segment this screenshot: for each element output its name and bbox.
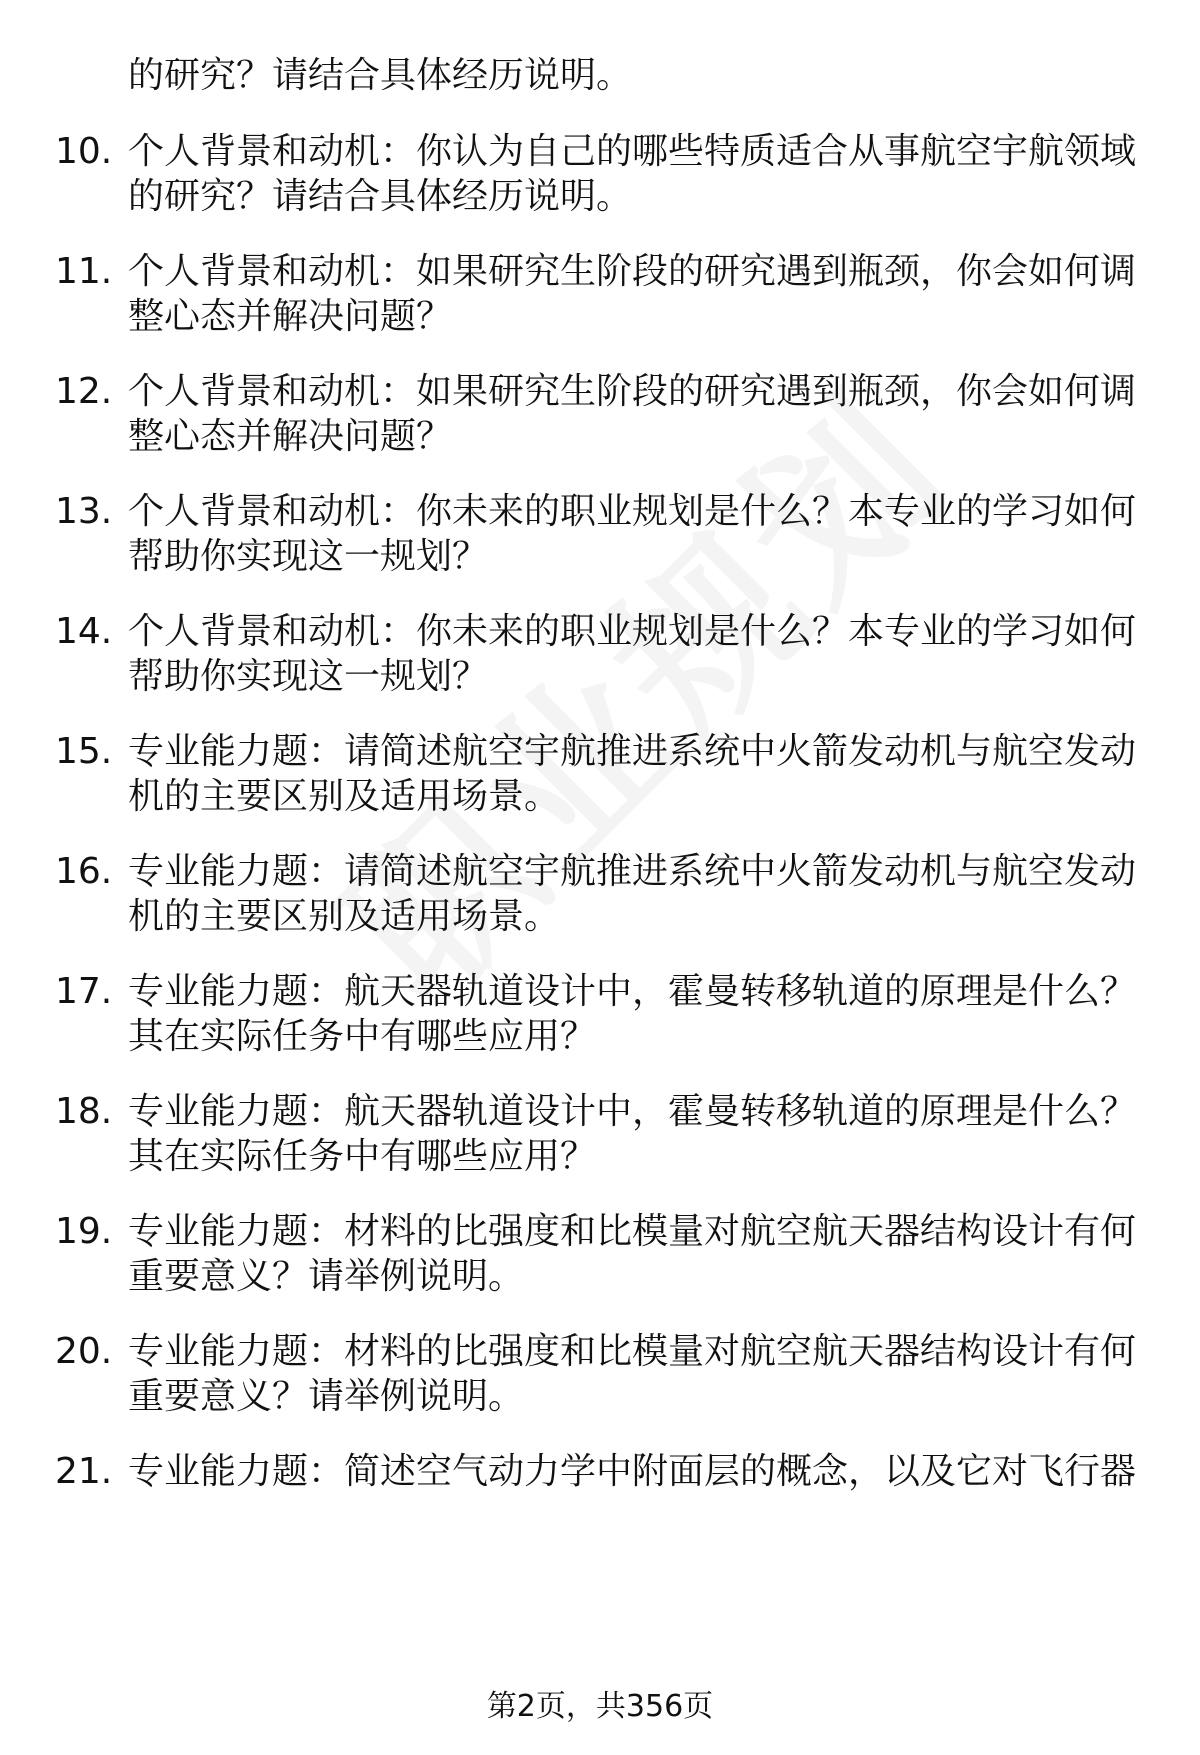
item-text-line2: 的研究？请结合具体经历说明。 [128, 176, 633, 217]
item-number: 19. [55, 1211, 113, 1252]
item-number: 10. [55, 131, 113, 172]
item-text-line1: 个人背景和动机：你未来的职业规划是什么？本专业的学习如何 [128, 611, 1137, 652]
item-text-line1: 专业能力题：简述空气动力学中附面层的概念，以及它对飞行器 [128, 1451, 1137, 1492]
item-text-line2: 重要意义？请举例说明。 [128, 1376, 525, 1417]
item-text-line1: 专业能力题：材料的比强度和比模量对航空航天器结构设计有何 [128, 1211, 1137, 1252]
item-number: 12. [55, 371, 113, 412]
item-text-line2: 整心态并解决问题？ [128, 416, 453, 457]
item-number: 21. [55, 1451, 113, 1492]
item-text-line2: 重要意义？请举例说明。 [128, 1256, 525, 1297]
item-text-line1: 个人背景和动机：你认为自己的哪些特质适合从事航空宇航领域 [128, 131, 1137, 172]
item-text-line1: 个人背景和动机：你未来的职业规划是什么？本专业的学习如何 [128, 491, 1137, 532]
item-text-line2: 机的主要区别及适用场景。 [128, 896, 561, 937]
item-number: 16. [55, 851, 113, 892]
item-number: 13. [55, 491, 113, 532]
item-text-line1: 专业能力题：请简述航空宇航推进系统中火箭发动机与航空发动 [128, 851, 1137, 892]
item-number: 18. [55, 1091, 113, 1132]
page-footer: 第2页，共356页 [486, 1689, 714, 1724]
item-text-line1: 专业能力题：航天器轨道设计中，霍曼转移轨道的原理是什么？ [128, 971, 1137, 1012]
item-number: 15. [55, 731, 113, 772]
item-number: 11. [55, 251, 113, 292]
item-text-line2: 机的主要区别及适用场景。 [128, 776, 561, 817]
item-number: 17. [55, 971, 113, 1012]
continuation-text: 的研究？请结合具体经历说明。 [128, 55, 633, 96]
item-number: 14. [55, 611, 113, 652]
item-text-line1: 专业能力题：航天器轨道设计中，霍曼转移轨道的原理是什么？ [128, 1091, 1137, 1132]
item-text-line1: 个人背景和动机：如果研究生阶段的研究遇到瓶颈，你会如何调 [128, 251, 1137, 292]
item-text-line1: 专业能力题：材料的比强度和比模量对航空航天器结构设计有何 [128, 1331, 1137, 1372]
item-text-line2: 帮助你实现这一规划？ [128, 536, 489, 577]
item-text-line2: 帮助你实现这一规划？ [128, 656, 489, 697]
item-number: 20. [55, 1331, 113, 1372]
item-text-line2: 其在实际任务中有哪些应用？ [128, 1136, 597, 1177]
item-text-line1: 专业能力题：请简述航空宇航推进系统中火箭发动机与航空发动 [128, 731, 1137, 772]
item-text-line2: 整心态并解决问题？ [128, 296, 453, 337]
item-text-line1: 个人背景和动机：如果研究生阶段的研究遇到瓶颈，你会如何调 [128, 371, 1137, 412]
item-text-line2: 其在实际任务中有哪些应用？ [128, 1016, 597, 1057]
